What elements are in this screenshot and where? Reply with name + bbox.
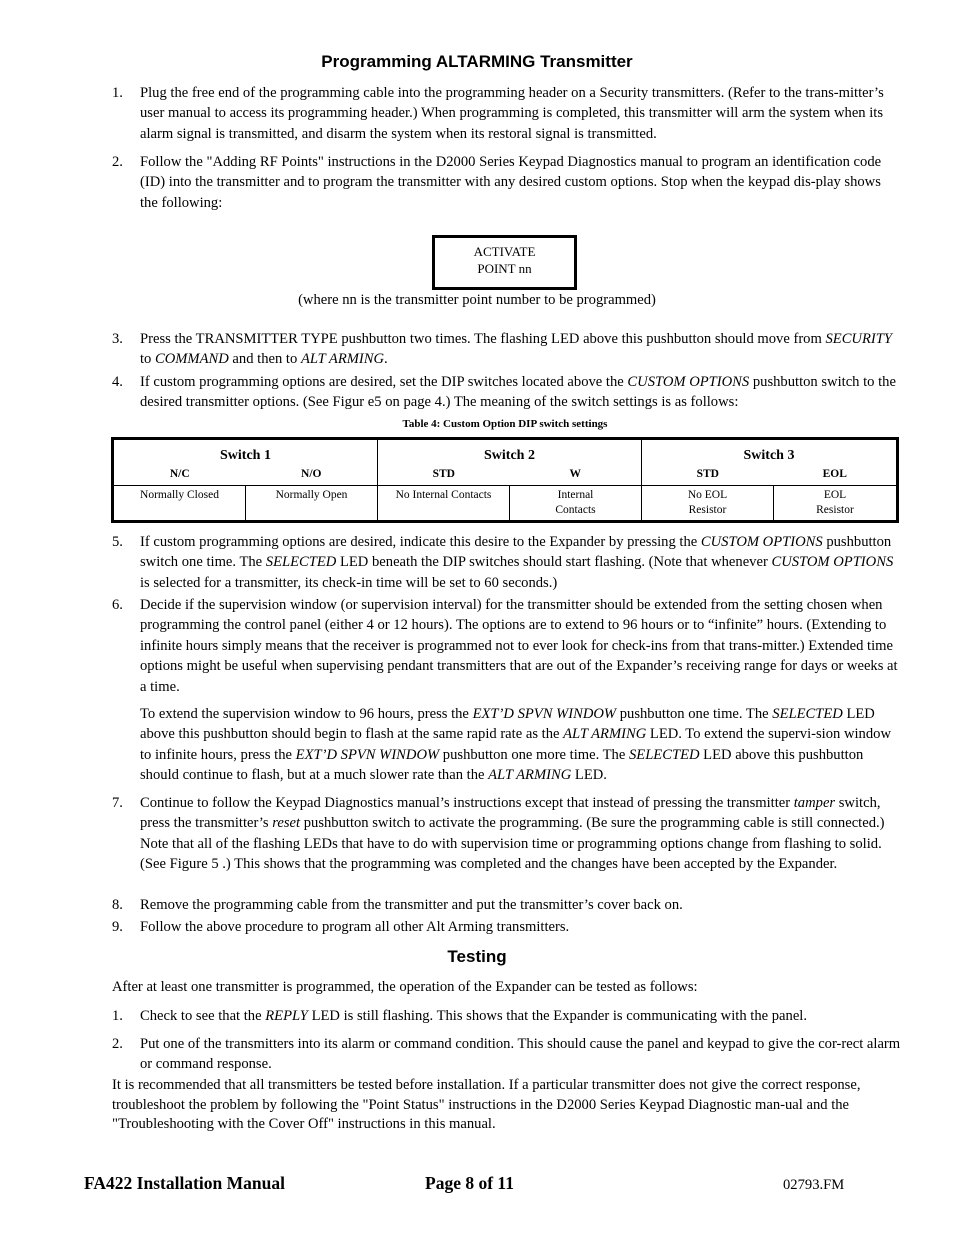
text-run: Remove the programming cable from the transmitter and put the transmitter’s cover back on. (140, 897, 683, 913)
testing-intro: After at least one transmitter is programmed, the operation of the Expander can be tested as follows: (112, 979, 698, 995)
table-cell: EOL Resistor (816, 489, 854, 516)
step-number: 5. (112, 534, 123, 550)
text-run: pushbutton switch one time. The (140, 534, 892, 571)
emphasized-text: EXT’D SPVN WINDOW (472, 706, 617, 722)
text-run: pushbutton one time. The (616, 706, 773, 722)
step-text (140, 895, 902, 915)
step-3 (112, 329, 902, 370)
keypad-display-box (432, 235, 577, 290)
table-cell: No Internal Contacts (378, 486, 510, 522)
step-number: 6. (112, 597, 123, 613)
table-subheader: STD (378, 468, 510, 486)
emphasized-text: tamper (793, 795, 836, 811)
test-step-1 (112, 1006, 902, 1026)
emphasized-text: ALT ARMING (488, 767, 572, 784)
step-number: 3. (112, 331, 123, 347)
table-group-header: Switch 3 (743, 448, 795, 463)
table-subheader: EOL (774, 468, 898, 486)
table-subheader-row (113, 468, 898, 486)
text-run: Follow the "Adding RF Points" instructions in the D2000 Series Keypad Diagnostics manual to program an identification code (ID) into the transmitter and to program the transmitter with any desired custom options. Stop when the keypad dis-play shows the following: (140, 154, 882, 211)
text-run: Plug the free end of the programming cable into the programming header on a Security transmitters. (Refer to the trans-mitter’s user manual to access its programming header.) When programming is completed, this transmitter will arm the system when its alarm signal is transmitted, and disarm the system when its restoral signal is transmitted. (140, 85, 884, 142)
text-run: is selected for a transmitter, its check-in time will be set to 60 seconds.) (140, 574, 558, 591)
step-text (140, 917, 902, 937)
text-run: Put one of the transmitters into its alarm or command condition. This should cause the panel and keypad to give the cor-rect alarm or command response. (140, 1036, 901, 1073)
step-number: 7. (112, 795, 123, 811)
step-text (140, 152, 902, 213)
step-7 (112, 793, 902, 875)
emphasized-text: reset (272, 815, 301, 832)
text-run: pushbutton switch to activate the programming. (Be sure the programming cable is still connected.) Note that all of the flashing LEDs that have to do with supervision time or programming options change from flashing to solid. (See Figure 5 .) This shows that the programming was completed and the changes have been accepted by the Expander. (140, 815, 885, 873)
emphasized-text: SELECTED (265, 554, 337, 571)
emphasized-text: SELECTED (628, 746, 700, 763)
step-1 (112, 83, 902, 144)
emphasized-text: ALT ARMING (300, 351, 385, 368)
step-8 (112, 895, 902, 915)
text-run: LED. (571, 767, 607, 784)
footer-manual-title: FA422 Installation Manual (84, 1173, 285, 1193)
text-run: Press the TRANSMITTER TYPE pushbutton two times. The flashing LED above this pushbutton should move from (140, 331, 826, 347)
table-cell: Normally Open (246, 486, 378, 522)
step-text (140, 595, 902, 697)
text-run: Decide if the supervision window (or supervision interval) for the transmitter should be extended from the setting chosen when programming the control panel (either 4 or 12 hours). The options are to extend to 96 hours or to “infinite” hours. (Extending to infinite hours simply means that the receiver is programmed not to ever look for check-ins from that trans-mitter.) Extended time options might be useful when supervising pendant transmitters that are out of the Expander’s receiving range for days or weeks at a time. (140, 597, 898, 695)
table-group-row (113, 439, 898, 469)
closing-paragraph: It is recommended that all transmitters be tested before installation. If a particular transmitter does not give the correct response, troubleshoot the problem by following the "Point Status" instructions in the D2000 Series Keypad Diagnostic man-ual and the "Troubleshooting with the Cover Off" instructions in this manual. (112, 1077, 861, 1133)
text-run: To extend the supervision window to 96 hours, press the (140, 706, 473, 722)
table-subheader: N/C (113, 468, 246, 486)
text-run: If custom programming options are desired, set the DIP switches located above the (140, 374, 628, 390)
table-group-header: Switch 2 (378, 439, 642, 469)
text-run: pushbutton switch to the desired transmitter options. (See Figur e5 on page 4.) The meaning of the switch settings is as follows: (140, 374, 896, 411)
step-9 (112, 917, 902, 937)
text-run: LED above this pushbutton should continue to flash, but at a much slower rate than the (140, 746, 864, 784)
step-number: 1. (112, 1008, 123, 1024)
step-text (140, 329, 902, 370)
step-text (140, 793, 902, 875)
table-subheader: N/O (246, 468, 378, 486)
emphasized-text: REPLY (265, 1008, 308, 1024)
emphasized-text: CUSTOM OPTIONS (771, 554, 894, 571)
table-cell: No EOL Resistor (642, 486, 774, 522)
text-run: to (140, 351, 155, 368)
step-text (140, 532, 902, 593)
step-6 (112, 595, 902, 697)
text-run: . (384, 351, 388, 368)
table-cell: Normally Closed (113, 486, 246, 522)
step-number: 4. (112, 374, 123, 390)
step-4 (112, 372, 902, 413)
emphasized-text: SELECTED (772, 706, 843, 722)
step-number: 9. (112, 919, 123, 935)
text-run: Continue to follow the Keypad Diagnostics manual’s instructions except that instead of pressing the transmitter (140, 795, 794, 811)
section-heading-programming: Programming ALTARMING Transmitter (321, 52, 633, 71)
dip-switch-table (111, 437, 899, 523)
step-text (140, 1034, 902, 1075)
text-run: switch, press the transmitter’s (140, 795, 881, 832)
text-run: LED above this pushbutton should begin to flash at the same rapid rate as the (140, 706, 875, 743)
step-6-continuation (140, 704, 900, 786)
text-run: LED. To extend the supervi-sion window to infinite hours, press the (140, 726, 891, 763)
table-cell: Internal Contacts (510, 486, 642, 522)
test-step-2 (112, 1034, 902, 1075)
text-run: LED is still flashing. This shows that the Expander is communicating with the panel. (307, 1008, 808, 1024)
step-5 (112, 532, 902, 593)
text-run: If custom programming options are desired, indicate this desire to the Expander by pressing the (140, 534, 701, 550)
text-run: and then to (228, 351, 301, 368)
text-run: pushbutton one more time. The (439, 746, 629, 763)
text-run: Check to see that the (140, 1008, 266, 1024)
table-subheader: W (510, 468, 642, 486)
table-row (113, 486, 898, 522)
step-text (140, 1006, 902, 1026)
step-text (140, 83, 902, 144)
emphasized-text: CUSTOM OPTIONS (627, 374, 750, 390)
footer-page-number: Page 8 of 11 (425, 1173, 514, 1193)
section-heading-testing: Testing (447, 947, 507, 966)
step-number: 2. (112, 154, 123, 170)
step-number: 8. (112, 897, 123, 913)
emphasized-text: SECURITY (825, 331, 892, 347)
table-group-header: Switch 1 (113, 439, 378, 469)
emphasized-text: ALT ARMING (563, 726, 647, 743)
text-run: LED beneath the DIP switches should start flashing. (Note that whenever (336, 554, 772, 571)
emphasized-text: CUSTOM OPTIONS (700, 534, 823, 550)
text-run: Follow the above procedure to program all other Alt Arming transmitters. (140, 919, 570, 935)
display-line-1: ACTIVATE (473, 244, 536, 259)
display-line-2: POINT nn (477, 261, 532, 276)
step-2 (112, 152, 902, 213)
emphasized-text: COMMAND (155, 351, 229, 368)
step-text (140, 372, 902, 413)
emphasized-text: EXT’D SPVN WINDOW (295, 746, 440, 763)
display-caption: (where nn is the transmitter point number to be programmed) (298, 292, 656, 308)
table-caption: Table 4: Custom Option DIP switch settings (402, 418, 608, 430)
step-number: 1. (112, 85, 123, 101)
table-subheader: STD (642, 468, 774, 486)
step-number: 2. (112, 1036, 123, 1052)
footer-file-name: 02793.FM (783, 1177, 845, 1193)
